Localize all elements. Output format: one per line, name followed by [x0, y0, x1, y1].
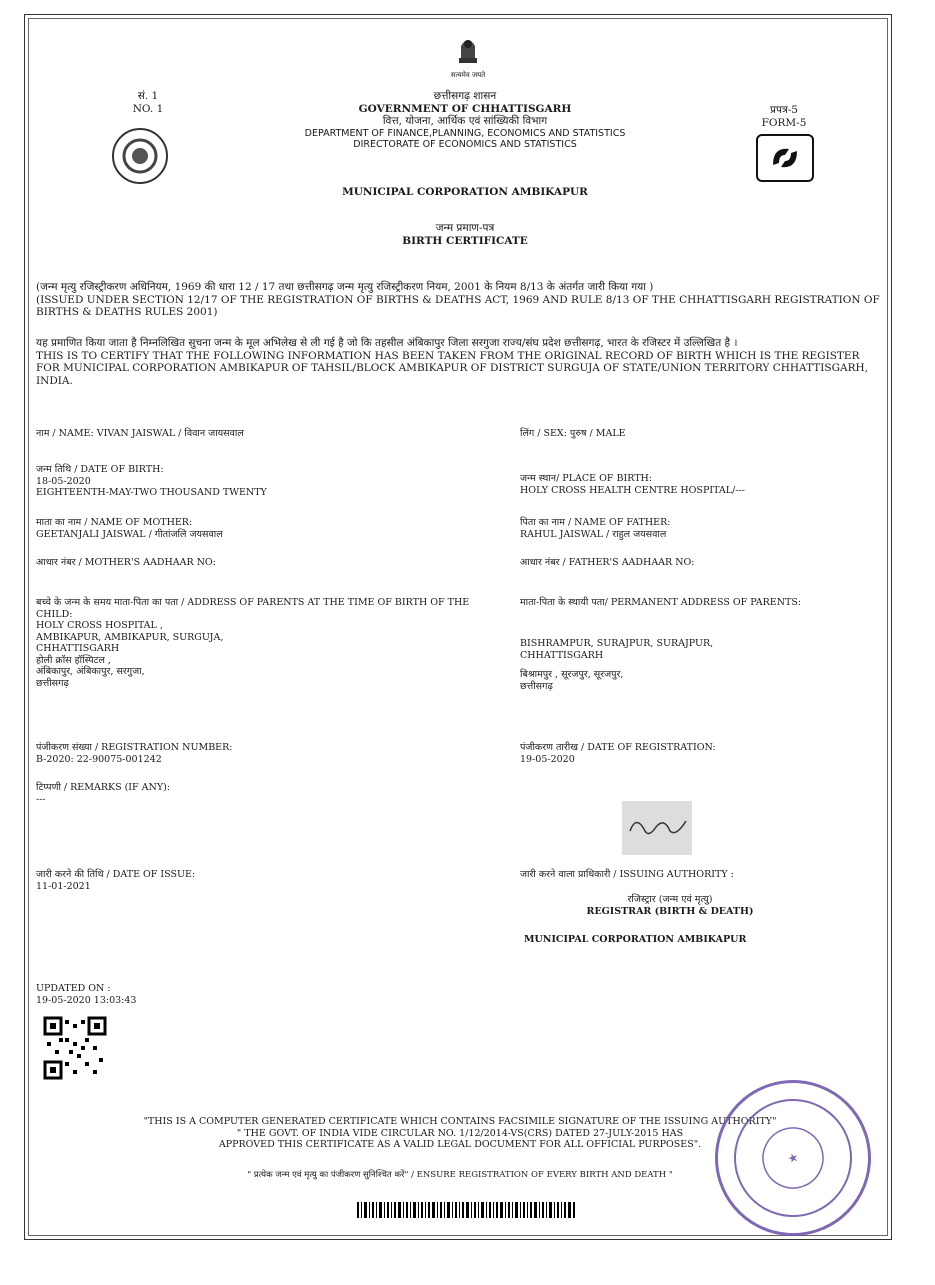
authority-organization: MUNICIPAL CORPORATION AMBIKAPUR [524, 934, 747, 945]
barcode-icon [357, 1202, 575, 1218]
reg-no-label: पंजीकरण संख्या / REGISTRATION NUMBER: [36, 742, 233, 753]
permanent-address-line: बिश्रामपुर , सूरजपुर, सूरजपुर, [520, 669, 624, 680]
state-hi: छत्तीसगढ़ शासन [433, 90, 497, 102]
directorate-name: DIRECTORATE OF ECONOMICS AND STATISTICS [353, 139, 577, 150]
municipal-heading: MUNICIPAL CORPORATION AMBIKAPUR [342, 186, 588, 198]
mother-aadhaar-field: आधार नंबर / MOTHER'S AADHAAR NO: [36, 557, 216, 568]
mother-value: GEETANJALI JAISWAL / गीतांजलि जयसवाल [36, 528, 223, 540]
registration-date-field [520, 742, 880, 765]
issued-under-text [36, 281, 886, 319]
form-en: FORM-5 [761, 116, 807, 129]
note-line: " THE GOVT. OF INDIA VIDE CIRCULAR NO. 1/12/2014-VS(CRS) DATED 27-JULY-2015 HAS [236, 1127, 684, 1139]
state-seal-icon [112, 128, 168, 184]
serial-number [118, 90, 178, 115]
permanent-address [520, 638, 880, 692]
remarks-value: --- [36, 793, 46, 805]
department-name: DEPARTMENT OF FINANCE,PLANNING, ECONOMICS AND STATISTICS [304, 127, 626, 139]
address-birth-field [36, 597, 496, 689]
form-hi: प्रपत्र-5 [770, 104, 798, 116]
reg-date-label: पंजीकरण तारीख / DATE OF REGISTRATION: [520, 742, 716, 753]
permanent-address-line: BISHRAMPUR, SURAJPUR, SURAJPUR, [520, 638, 714, 649]
form-number [752, 104, 816, 129]
remarks-label: टिप्पणी / REMARKS (IF ANY): [36, 782, 171, 793]
issue-date-label: जारी करने की तिथि / DATE OF ISSUE: [36, 869, 196, 880]
government-name: GOVERNMENT OF CHHATTISGARH [358, 102, 572, 115]
father-aadhaar-field: आधार नंबर / FATHER'S AADHAAR NO: [520, 557, 695, 568]
updated-value: 19-05-2020 13:03:43 [36, 994, 137, 1006]
title-hi: जन्म प्रमाण-पत्र [435, 222, 495, 234]
name-field: नाम / NAME: VIVAN JAISWAL / विवान जायसवाल [36, 428, 244, 439]
certify-hi: यह प्रमाणित किया जाता है निम्नलिखित सुचना जन्म के मूल अभिलेख से ली गई है जो कि तहसील अंबिकापुर जिला सरगुजा राज्य/संघ प्रदेश छत्तीसगढ़, भारत के रजिस्टर में उल्लिखित है । [36, 337, 738, 349]
certify-en: THIS IS TO CERTIFY THAT THE FOLLOWING INFORMATION HAS BEEN TAKEN FROM THE ORIGINAL RECORD OF BIRTH WHICH IS THE REGISTER FOR MUNICIPAL CORPORATION AMBIKAPUR OF TAHSIL/BLOCK AMBIKAPUR OF DISTRICT SURGUJA OF STATE/UNION TERRITORY CHHATTISGARH, INDIA. [36, 349, 868, 387]
svg-text:★: ★ [785, 1149, 801, 1167]
pob-label: जन्म स्थान/ PLACE OF BIRTH: [520, 473, 653, 484]
registrar-block [520, 894, 820, 917]
signature-image [622, 801, 692, 855]
national-emblem [440, 32, 496, 82]
issued-hi: (जन्म मृत्यु रजिस्ट्रीकरण अधिनियम, 1969 की धारा 12 / 17 तथा छत्तीसगढ़ जन्म मृत्यु रजिस्ट्रीकरण नियम, 2001 के नियम 8/13 के अंतर्गत जारी किया गया ) [36, 281, 654, 293]
address-birth-line: CHHATTISGARH [36, 643, 120, 654]
emblem-caption: सत्यमेव जयते [450, 71, 486, 79]
mother-field [36, 517, 496, 540]
pob-field [520, 473, 880, 496]
updated-on [36, 983, 236, 1006]
dept-hi: वित्त, योजना, आर्थिक एवं सांख्यिकी विभाग [382, 115, 548, 127]
dob-label: जन्म तिथि / DATE OF BIRTH: [36, 464, 164, 475]
address-birth-line: HOLY CROSS HOSPITAL , [36, 620, 163, 631]
father-value: RAHUL JAISWAL / राहुल जयसवाल [520, 528, 667, 540]
dob-value: 18-05-2020 [36, 475, 91, 487]
permanent-address-line: छत्तीसगढ़ [520, 680, 553, 692]
sex-field: लिंग / SEX: पुरुष / MALE [520, 428, 626, 439]
father-field [520, 517, 880, 540]
note-line: "THIS IS A COMPUTER GENERATED CERTIFICATE WHICH CONTAINS FACSIMILE SIGNATURE OF THE ISSUING AUTHORITY" [143, 1116, 777, 1127]
note-line: APPROVED THIS CERTIFICATE AS A VALID LEGAL DOCUMENT FOR ALL OFFICIAL PURPOSES". [218, 1139, 702, 1150]
issue-date-field [36, 869, 496, 892]
registration-slogan: " प्रत्येक जन्म एवं मृत्यु का पंजीकरण सुनिश्चित करें" / ENSURE REGISTRATION OF EVERY BIRTH AND DEATH " [247, 1170, 673, 1180]
header-block [250, 90, 680, 151]
dob-field [36, 464, 496, 499]
issue-date-value: 11-01-2021 [36, 880, 91, 892]
registration-number-field [36, 742, 496, 765]
reg-no-value: B-2020: 22-90075-001242 [36, 753, 162, 765]
address-birth-label: बच्चे के जन्म के समय माता-पिता का पता / ADDRESS OF PARENTS AT THE TIME OF BIRTH OF THE CHILD: [36, 597, 470, 620]
certify-text [36, 337, 886, 387]
pob-value: HOLY CROSS HEALTH CENTRE HOSPITAL/--- [520, 484, 745, 496]
updated-label: UPDATED ON : [36, 983, 111, 994]
page-title: BIRTH CERTIFICATE [402, 235, 528, 247]
address-birth-line: AMBIKAPUR, AMBIKAPUR, SURGUJA, [36, 631, 224, 643]
registrar-en: REGISTRAR (BIRTH & DEATH) [586, 905, 754, 917]
census-logo-icon [756, 134, 814, 182]
father-label: पिता का नाम / NAME OF FATHER: [520, 517, 671, 528]
address-birth-line: छत्तीसगढ़ [36, 677, 69, 689]
permanent-address-line: CHHATTISGARH [520, 649, 604, 661]
reg-date-value: 19-05-2020 [520, 753, 575, 765]
issued-en: (ISSUED UNDER SECTION 12/17 OF THE REGISTRATION OF BIRTHS & DEATHS ACT, 1969 AND RULE 8/13 OF THE CHHATTISGARH REGISTRATION OF BIRTHS & DEATHS RULES 2001) [36, 293, 880, 318]
registrar-hi: रजिस्ट्रार (जन्म एवं मृत्यु) [627, 894, 713, 905]
lion-capital-icon [455, 32, 481, 66]
address-birth-line: अंबिकापुर, अंबिकापुर, सरगुजा, [36, 666, 145, 677]
permanent-address-label: माता-पिता के स्थायी पता/ PERMANENT ADDRESS OF PARENTS: [520, 597, 802, 608]
serial-en: NO. 1 [132, 102, 164, 115]
dob-words: EIGHTEENTH-MAY-TWO THOUSAND TWENTY [36, 487, 267, 498]
address-birth-line: होली क्रॉस हॉस्पिटल , [36, 654, 111, 666]
remarks-field [36, 782, 496, 805]
barcode-bars [357, 1202, 575, 1218]
issuing-authority-label: जारी करने वाला प्राधिकारी / ISSUING AUTHORITY : [520, 869, 734, 880]
mother-label: माता का नाम / NAME OF MOTHER: [36, 517, 193, 528]
qr-code-icon [43, 1016, 107, 1080]
serial-hi: सं. 1 [137, 90, 159, 102]
